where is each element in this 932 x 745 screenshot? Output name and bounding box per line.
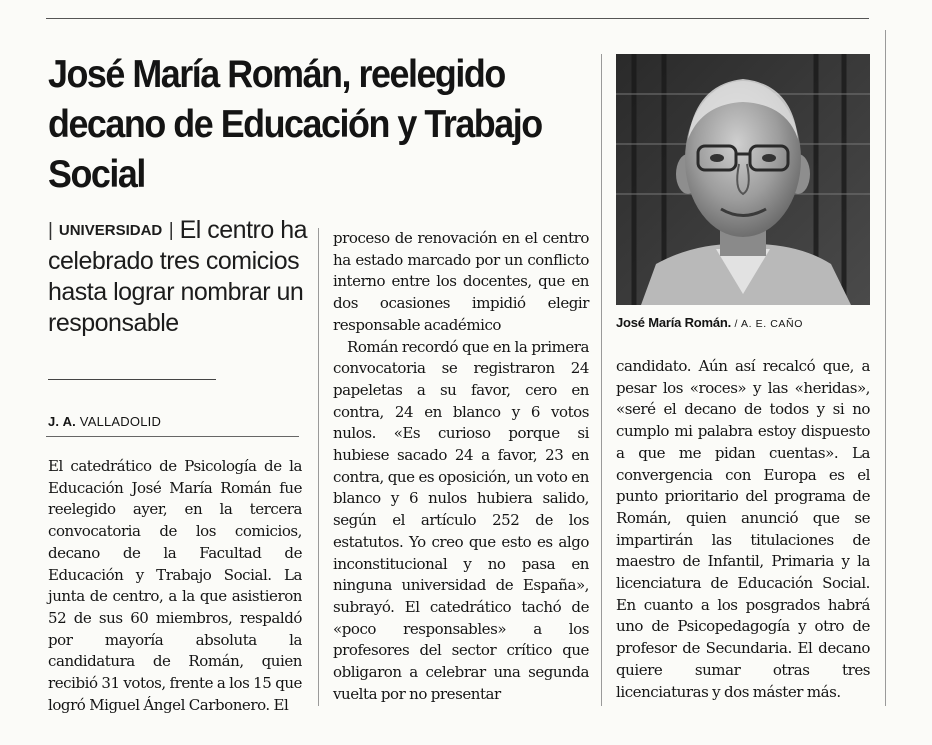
byline-author: J. A. bbox=[48, 414, 76, 429]
section-divider: | bbox=[48, 220, 53, 241]
byline-city: VALLADOLID bbox=[79, 414, 162, 429]
top-rule bbox=[46, 18, 869, 19]
column-divider bbox=[885, 30, 886, 706]
paragraph: Román recordó que en la primera convocatoria se registraron 24 papeletas a su favor, cero en contra, 24 en blanco y 6 votos nulos. «Es curioso porque si hubiese sacado 24 a favor, 23 en contra, que es oposición, un voto en blanco y 6 nulos hubiera salido, según el artículo 252 de los estatutos. Yo creo que esto es algo inconstitucional y no pasa en ninguna universidad de España», subrayó. El catedrático tachó de «poco responsables» a los profesores del sector crítico que obligaron a celebrar una segunda vuelta por no presentar bbox=[333, 337, 589, 703]
subheading bbox=[48, 215, 318, 339]
article-column-2 bbox=[333, 228, 589, 705]
subhead-text: El centro ha celebrado tres comicios hasta lograr nombrar un responsable bbox=[48, 216, 308, 337]
caption-name: José María Román. bbox=[616, 315, 732, 330]
photo-caption bbox=[616, 315, 803, 330]
headline: José María Román, reelegido decano de Educación y Trabajo Social bbox=[48, 53, 542, 196]
paragraph: proceso de renovación en el centro ha estado marcado por un conflicto interno entre los docentes, que en dos ocasiones impidió elegir responsable académico bbox=[333, 229, 589, 334]
article-column-3: candidato. Aún así recalcó que, a pesar los «roces» y las «heridas», «seré el decano de todos y si no cumplo mi palabra estoy dispuesto a que me pidan cuentas». La convergencia con Europa es el punto prioritario del programa de Román, quien anunció que se impartirán las titulaciones de maestro de Infantil, Primaria y la licenciatura de Educación Social. En cuanto a los posgrados habrá uno de Psicopedagogía y otro de profesor de Secundaria. El decano quiere sumar otras tres licenciaturas y dos máster más. bbox=[616, 357, 870, 701]
byline-rule bbox=[46, 436, 299, 437]
article-column-1: El catedrático de Psicología de la Educación José María Román fue reelegido ayer, en la tercera convocatoria de los comicios, decano de la Facultad de Educación y Trabajo Social. La junta de centro, a la que asistieron 52 de sus 60 miembros, respaldó por mayoría absoluta la candidatura de Román, quien recibió 31 votos, frente a los 15 que logró Miguel Ángel Carbonero. El bbox=[48, 457, 302, 714]
column-divider bbox=[601, 54, 602, 706]
byline bbox=[48, 414, 161, 429]
portrait-photo bbox=[616, 54, 870, 305]
section-divider: | bbox=[168, 220, 174, 241]
section-label: UNIVERSIDAD bbox=[58, 222, 163, 239]
column-divider bbox=[318, 228, 319, 706]
caption-credit: / A. E. CAÑO bbox=[734, 318, 803, 330]
subhead-rule bbox=[48, 379, 216, 380]
